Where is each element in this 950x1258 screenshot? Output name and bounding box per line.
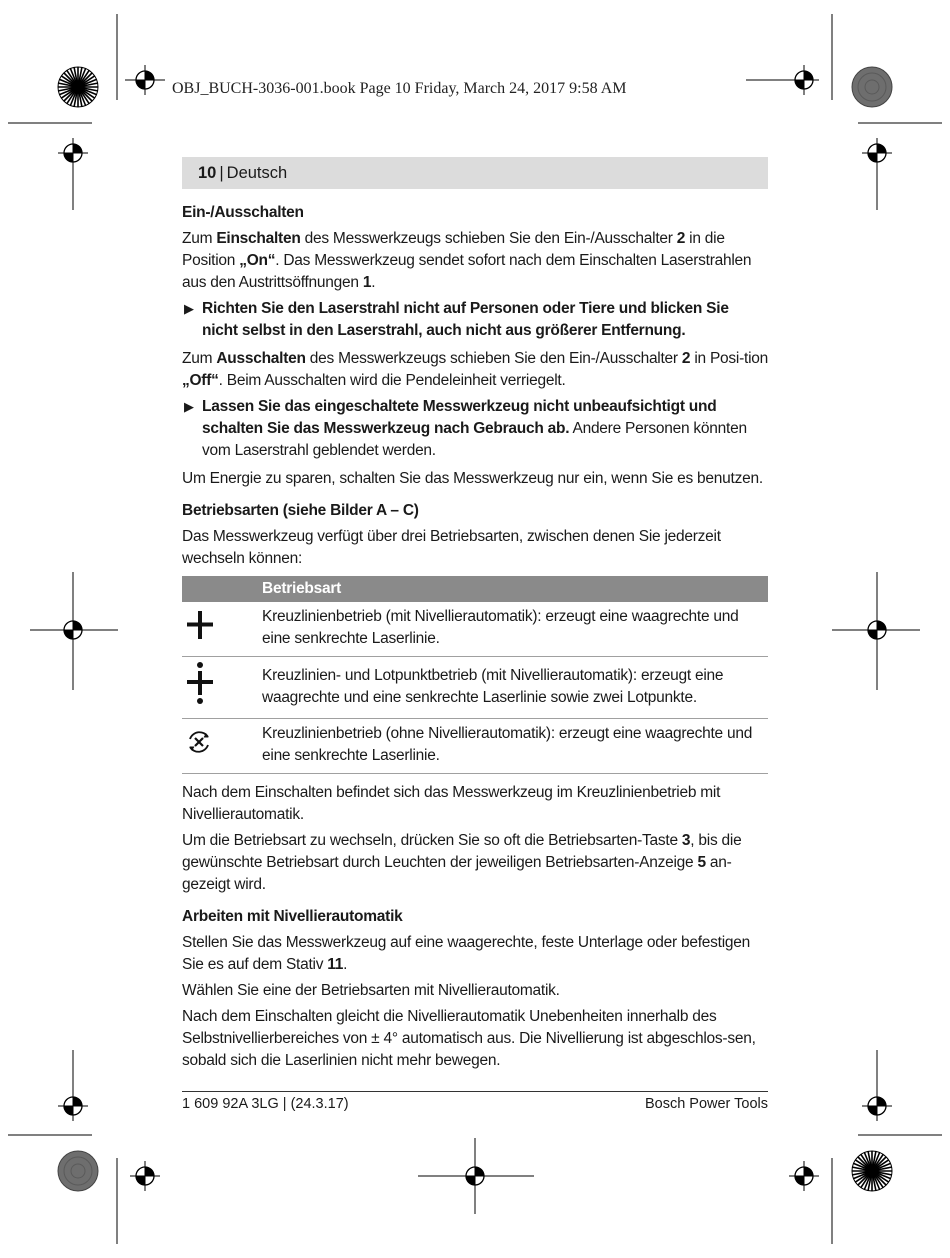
paragraph: Um die Betriebsart zu wechseln, drücken Sie so oft die Betriebsarten-Taste 3, bis die gewünschte Betriebsart durch Leuchten der jeweiligen Betriebsarten-Anzeige 5 an-gezeigt wird.: [182, 832, 742, 893]
paragraph: Zum Ausschalten des Messwerkzeugs schieben Sie den Ein-/Ausschalter 2 in Posi-tion „Off“. Beim Ausschalten wird die Pendeleinheit verriegelt.: [182, 350, 769, 389]
section-heading: Arbeiten mit Nivellierautomatik: [182, 908, 403, 925]
star-target-icon: [852, 1151, 892, 1191]
page-number: 10: [198, 164, 217, 182]
footer-brand: Bosch Power Tools: [644, 1096, 768, 1112]
section-heading: Ein-/Ausschalten: [182, 204, 304, 221]
registration-mark-icon: [789, 65, 819, 95]
paragraph: Zum Einschalten des Messwerkzeugs schieben Sie den Ein-/Ausschalter 2 in die Position „On“. Das Messwerkzeug sendet sofort nach dem Einschalten Laserstrahlen aus den Austrittsöffnungen 1.: [182, 230, 752, 291]
registration-mark-icon: [789, 1161, 819, 1191]
warning-bullet-icon: ▶: [184, 399, 194, 414]
registration-mark-icon: [58, 138, 88, 168]
print-header: OBJ_BUCH-3036-001.book Page 10 Friday, March 24, 2017 9:58 AM: [172, 80, 627, 97]
paragraph: Das Messwerkzeug verfügt über drei Betriebsarten, zwischen denen Sie jederzeit wechseln können:: [182, 528, 721, 567]
mode-description: Kreuzlinien- und Lotpunktbetrieb (mit Nivellierautomatik): erzeugt eine waagrechte und eine senkrechte Laserlinie sowie zwei Lotpunkte.: [262, 657, 768, 719]
mode-description: Kreuzlinienbetrieb (mit Nivellierautomatik): erzeugt eine waagrechte und eine senkrechte Laserlinie.: [262, 602, 768, 657]
table-header: Betriebsart: [262, 576, 768, 602]
registration-mark-icon: [130, 65, 160, 95]
paragraph: Um Energie zu sparen, schalten Sie das Messwerkzeug nur ein, wenn Sie es benutzen.: [182, 470, 763, 487]
page-footer: [182, 1091, 768, 1112]
section-heading: Betriebsarten (siehe Bilder A – C): [182, 502, 419, 519]
cross-lines-icon: [184, 608, 214, 642]
modes-table: [182, 576, 768, 774]
registration-mark-icon: [130, 1161, 160, 1191]
star-target-icon: [58, 67, 98, 107]
registration-mark-icon: [58, 1091, 88, 1121]
table-row: [182, 719, 768, 774]
page-header: 10 | Deutsch: [182, 157, 768, 189]
warning-item: ▶ Richten Sie den Laserstrahl nicht auf Personen oder Tiere und blicken Sie nicht selbst in den Laserstrahl, auch nicht aus größerer Entfernung.: [184, 300, 729, 339]
mode-description: Kreuzlinienbetrieb (ohne Nivellierautomatik): erzeugt eine waagrechte und eine senkrechte Laserlinie.: [262, 719, 768, 774]
page-section: Deutsch: [226, 164, 288, 182]
paragraph: Wählen Sie eine der Betriebsarten mit Nivellierautomatik.: [182, 982, 560, 999]
no-leveling-icon: [184, 727, 214, 757]
gray-target-icon: [852, 67, 892, 107]
table-row: [182, 657, 768, 719]
registration-mark-icon: [862, 615, 892, 645]
warning-bullet-icon: ▶: [184, 301, 194, 316]
table-row: [182, 602, 768, 657]
warning-item: ▶ Lassen Sie das eingeschaltete Messwerkzeug nicht unbeaufsichtigt und schalten Sie das Messwerkzeug nach Gebrauch ab. Andere Personen könnten vom Laserstrahl geblendet werden.: [184, 398, 747, 459]
paragraph: Nach dem Einschalten befindet sich das Messwerkzeug im Kreuzlinienbetrieb mit Nivellierautomatik.: [182, 784, 721, 823]
main-content: [182, 198, 768, 1076]
paragraph: Nach dem Einschalten gleicht die Nivellierautomatik Unebenheiten innerhalb des Selbstnivellierbereiches von ± 4° automatisch aus. Die Nivellierung ist abgeschlos-sen, sobald sich die Laserlinien nicht mehr bewegen.: [182, 1008, 756, 1069]
registration-mark-icon: [862, 1091, 892, 1121]
registration-mark-icon: [862, 138, 892, 168]
paragraph: Stellen Sie das Messwerkzeug auf eine waagerechte, feste Unterlage oder befestigen Sie es auf dem Stativ 11.: [182, 934, 750, 973]
registration-mark-icon: [460, 1161, 490, 1191]
footer-doc-id: 1 609 92A 3LG | (24.3.17): [182, 1096, 349, 1112]
gray-target-icon: [58, 1151, 98, 1191]
cross-plumb-icon: [184, 661, 214, 705]
registration-mark-icon: [58, 615, 88, 645]
